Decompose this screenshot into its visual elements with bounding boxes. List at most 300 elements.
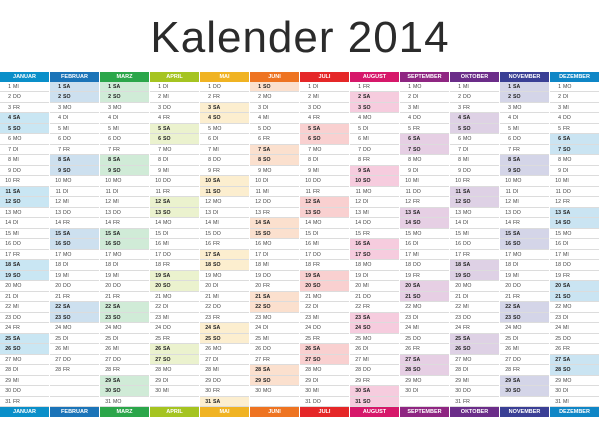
day-cell[interactable] <box>300 187 349 197</box>
day-cell[interactable] <box>350 355 399 365</box>
day-cell[interactable] <box>400 218 449 228</box>
day-cell[interactable] <box>0 166 49 176</box>
day-cell[interactable] <box>450 124 499 134</box>
day-cell[interactable] <box>350 218 399 228</box>
day-cell[interactable] <box>400 344 449 354</box>
day-cell[interactable] <box>300 82 349 92</box>
day-cell[interactable] <box>300 145 349 155</box>
day-cell[interactable] <box>50 365 99 375</box>
day-cell[interactable] <box>450 239 499 249</box>
day-cell[interactable] <box>550 271 599 281</box>
day-cell[interactable] <box>450 103 499 113</box>
day-cell[interactable] <box>150 197 199 207</box>
day-cell[interactable] <box>150 124 199 134</box>
day-cell[interactable] <box>100 260 149 270</box>
day-cell[interactable] <box>400 176 449 186</box>
day-cell[interactable] <box>500 124 549 134</box>
day-cell[interactable] <box>450 355 499 365</box>
day-cell[interactable] <box>250 344 299 354</box>
day-cell[interactable] <box>150 103 199 113</box>
day-cell[interactable] <box>450 92 499 102</box>
day-cell[interactable] <box>0 323 49 333</box>
day-cell[interactable] <box>150 166 199 176</box>
day-cell[interactable] <box>300 166 349 176</box>
day-cell[interactable] <box>0 134 49 144</box>
day-cell[interactable] <box>150 260 199 270</box>
day-cell[interactable] <box>550 155 599 165</box>
day-cell[interactable] <box>200 239 249 249</box>
day-cell[interactable] <box>450 197 499 207</box>
day-cell[interactable] <box>350 229 399 239</box>
day-cell[interactable] <box>350 197 399 207</box>
day-cell[interactable] <box>250 365 299 375</box>
day-cell[interactable] <box>50 313 99 323</box>
day-cell[interactable] <box>100 302 149 312</box>
day-cell[interactable] <box>500 302 549 312</box>
day-cell[interactable] <box>300 218 349 228</box>
day-cell[interactable] <box>150 176 199 186</box>
day-cell[interactable] <box>0 187 49 197</box>
day-cell[interactable] <box>200 250 249 260</box>
day-cell[interactable] <box>350 334 399 344</box>
day-cell[interactable] <box>100 176 149 186</box>
day-cell[interactable] <box>200 134 249 144</box>
day-cell[interactable] <box>150 334 199 344</box>
day-cell[interactable] <box>550 260 599 270</box>
day-cell[interactable] <box>350 166 399 176</box>
day-cell[interactable] <box>200 271 249 281</box>
day-cell[interactable] <box>400 134 449 144</box>
day-cell[interactable] <box>50 334 99 344</box>
day-cell[interactable] <box>550 386 599 396</box>
day-cell[interactable] <box>400 323 449 333</box>
day-cell[interactable] <box>100 208 149 218</box>
day-cell[interactable] <box>400 281 449 291</box>
day-cell[interactable] <box>100 397 149 407</box>
day-cell[interactable] <box>0 386 49 396</box>
day-cell[interactable] <box>0 82 49 92</box>
day-cell[interactable] <box>500 103 549 113</box>
day-cell[interactable] <box>150 218 199 228</box>
day-cell[interactable] <box>50 92 99 102</box>
day-cell[interactable] <box>350 155 399 165</box>
day-cell[interactable] <box>400 250 449 260</box>
day-cell[interactable] <box>450 281 499 291</box>
day-cell[interactable] <box>450 176 499 186</box>
day-cell[interactable] <box>550 229 599 239</box>
day-cell[interactable] <box>0 103 49 113</box>
day-cell[interactable] <box>0 176 49 186</box>
day-cell[interactable] <box>200 113 249 123</box>
day-cell[interactable] <box>50 103 99 113</box>
day-cell[interactable] <box>400 271 449 281</box>
day-cell[interactable] <box>400 197 449 207</box>
day-cell[interactable] <box>550 281 599 291</box>
day-cell[interactable] <box>300 302 349 312</box>
day-cell[interactable] <box>100 281 149 291</box>
day-cell[interactable] <box>0 292 49 302</box>
day-cell[interactable] <box>350 313 399 323</box>
day-cell[interactable] <box>100 376 149 386</box>
day-cell[interactable] <box>250 218 299 228</box>
day-cell[interactable] <box>0 313 49 323</box>
day-cell[interactable] <box>100 218 149 228</box>
day-cell[interactable] <box>350 208 399 218</box>
day-cell[interactable] <box>450 166 499 176</box>
day-cell[interactable] <box>150 281 199 291</box>
day-cell[interactable] <box>500 376 549 386</box>
day-cell[interactable] <box>150 113 199 123</box>
day-cell[interactable] <box>550 250 599 260</box>
day-cell[interactable] <box>550 355 599 365</box>
day-cell[interactable] <box>250 292 299 302</box>
day-cell[interactable] <box>450 208 499 218</box>
day-cell[interactable] <box>550 208 599 218</box>
day-cell[interactable] <box>500 323 549 333</box>
day-cell[interactable] <box>150 155 199 165</box>
day-cell[interactable] <box>550 82 599 92</box>
day-cell[interactable] <box>200 145 249 155</box>
day-cell[interactable] <box>300 313 349 323</box>
day-cell[interactable] <box>50 229 99 239</box>
day-cell[interactable] <box>150 134 199 144</box>
day-cell[interactable] <box>300 155 349 165</box>
day-cell[interactable] <box>350 302 399 312</box>
day-cell[interactable] <box>200 197 249 207</box>
day-cell[interactable] <box>250 250 299 260</box>
day-cell[interactable] <box>450 82 499 92</box>
day-cell[interactable] <box>550 239 599 249</box>
day-cell[interactable] <box>0 260 49 270</box>
day-cell[interactable] <box>200 397 249 407</box>
day-cell[interactable] <box>250 376 299 386</box>
day-cell[interactable] <box>0 208 49 218</box>
day-cell[interactable] <box>50 208 99 218</box>
day-cell[interactable] <box>50 166 99 176</box>
day-cell[interactable] <box>100 271 149 281</box>
day-cell[interactable] <box>0 145 49 155</box>
day-cell[interactable] <box>550 365 599 375</box>
day-cell[interactable] <box>300 113 349 123</box>
day-cell[interactable] <box>500 292 549 302</box>
day-cell[interactable] <box>100 145 149 155</box>
day-cell[interactable] <box>500 145 549 155</box>
day-cell[interactable] <box>300 250 349 260</box>
day-cell[interactable] <box>200 281 249 291</box>
day-cell[interactable] <box>200 323 249 333</box>
day-cell[interactable] <box>500 250 549 260</box>
day-cell[interactable] <box>500 365 549 375</box>
day-cell[interactable] <box>550 397 599 407</box>
day-cell[interactable] <box>500 82 549 92</box>
day-cell[interactable] <box>300 124 349 134</box>
day-cell[interactable] <box>0 229 49 239</box>
day-cell[interactable] <box>500 239 549 249</box>
day-cell[interactable] <box>50 113 99 123</box>
day-cell[interactable] <box>550 113 599 123</box>
day-cell[interactable] <box>400 313 449 323</box>
day-cell[interactable] <box>100 386 149 396</box>
day-cell[interactable] <box>450 397 499 407</box>
day-cell[interactable] <box>200 208 249 218</box>
day-cell[interactable] <box>400 302 449 312</box>
day-cell[interactable] <box>200 365 249 375</box>
day-cell[interactable] <box>550 176 599 186</box>
day-cell[interactable] <box>450 323 499 333</box>
day-cell[interactable] <box>450 187 499 197</box>
day-cell[interactable] <box>100 239 149 249</box>
day-cell[interactable] <box>350 365 399 375</box>
day-cell[interactable] <box>250 271 299 281</box>
day-cell[interactable] <box>100 134 149 144</box>
day-cell[interactable] <box>250 134 299 144</box>
day-cell[interactable] <box>250 82 299 92</box>
day-cell[interactable] <box>50 82 99 92</box>
day-cell[interactable] <box>50 124 99 134</box>
day-cell[interactable] <box>150 313 199 323</box>
day-cell[interactable] <box>500 218 549 228</box>
day-cell[interactable] <box>400 355 449 365</box>
day-cell[interactable] <box>0 281 49 291</box>
day-cell[interactable] <box>500 334 549 344</box>
day-cell[interactable] <box>150 250 199 260</box>
day-cell[interactable] <box>200 229 249 239</box>
day-cell[interactable] <box>200 344 249 354</box>
day-cell[interactable] <box>400 334 449 344</box>
day-cell[interactable] <box>450 113 499 123</box>
day-cell[interactable] <box>200 355 249 365</box>
day-cell[interactable] <box>250 187 299 197</box>
day-cell[interactable] <box>450 365 499 375</box>
day-cell[interactable] <box>400 145 449 155</box>
day-cell[interactable] <box>200 302 249 312</box>
day-cell[interactable] <box>0 239 49 249</box>
day-cell[interactable] <box>350 292 399 302</box>
day-cell[interactable] <box>550 302 599 312</box>
day-cell[interactable] <box>100 187 149 197</box>
day-cell[interactable] <box>450 134 499 144</box>
day-cell[interactable] <box>100 124 149 134</box>
day-cell[interactable] <box>150 344 199 354</box>
day-cell[interactable] <box>0 376 49 386</box>
day-cell[interactable] <box>250 155 299 165</box>
day-cell[interactable] <box>550 124 599 134</box>
day-cell[interactable] <box>150 239 199 249</box>
day-cell[interactable] <box>50 197 99 207</box>
day-cell[interactable] <box>200 103 249 113</box>
day-cell[interactable] <box>400 187 449 197</box>
day-cell[interactable] <box>300 292 349 302</box>
day-cell[interactable] <box>350 103 399 113</box>
day-cell[interactable] <box>500 187 549 197</box>
day-cell[interactable] <box>400 239 449 249</box>
day-cell[interactable] <box>400 82 449 92</box>
day-cell[interactable] <box>150 145 199 155</box>
day-cell[interactable] <box>550 145 599 155</box>
day-cell[interactable] <box>150 229 199 239</box>
day-cell[interactable] <box>300 397 349 407</box>
day-cell[interactable] <box>350 176 399 186</box>
day-cell[interactable] <box>200 218 249 228</box>
day-cell[interactable] <box>250 145 299 155</box>
day-cell[interactable] <box>150 271 199 281</box>
day-cell[interactable] <box>250 103 299 113</box>
day-cell[interactable] <box>250 302 299 312</box>
day-cell[interactable] <box>0 397 49 407</box>
day-cell[interactable] <box>500 355 549 365</box>
day-cell[interactable] <box>400 124 449 134</box>
day-cell[interactable] <box>550 334 599 344</box>
day-cell[interactable] <box>150 82 199 92</box>
day-cell[interactable] <box>0 250 49 260</box>
day-cell[interactable] <box>0 92 49 102</box>
day-cell[interactable] <box>450 302 499 312</box>
day-cell[interactable] <box>300 92 349 102</box>
day-cell[interactable] <box>300 281 349 291</box>
day-cell[interactable] <box>350 82 399 92</box>
day-cell[interactable] <box>150 187 199 197</box>
day-cell[interactable] <box>300 271 349 281</box>
day-cell[interactable] <box>100 365 149 375</box>
day-cell[interactable] <box>300 260 349 270</box>
day-cell[interactable] <box>350 344 399 354</box>
day-cell[interactable] <box>450 386 499 396</box>
day-cell[interactable] <box>250 334 299 344</box>
day-cell[interactable] <box>250 124 299 134</box>
day-cell[interactable] <box>550 313 599 323</box>
day-cell[interactable] <box>350 134 399 144</box>
day-cell[interactable] <box>200 92 249 102</box>
day-cell[interactable] <box>400 365 449 375</box>
day-cell[interactable] <box>550 166 599 176</box>
day-cell[interactable] <box>50 250 99 260</box>
day-cell[interactable] <box>200 82 249 92</box>
day-cell[interactable] <box>200 376 249 386</box>
day-cell[interactable] <box>200 386 249 396</box>
day-cell[interactable] <box>100 355 149 365</box>
day-cell[interactable] <box>100 229 149 239</box>
day-cell[interactable] <box>200 260 249 270</box>
day-cell[interactable] <box>0 271 49 281</box>
day-cell[interactable] <box>350 323 399 333</box>
day-cell[interactable] <box>300 355 349 365</box>
day-cell[interactable] <box>400 260 449 270</box>
day-cell[interactable] <box>150 355 199 365</box>
day-cell[interactable] <box>500 166 549 176</box>
day-cell[interactable] <box>350 239 399 249</box>
day-cell[interactable] <box>550 292 599 302</box>
day-cell[interactable] <box>500 155 549 165</box>
day-cell[interactable] <box>150 376 199 386</box>
day-cell[interactable] <box>450 218 499 228</box>
day-cell[interactable] <box>100 103 149 113</box>
day-cell[interactable] <box>350 281 399 291</box>
day-cell[interactable] <box>250 355 299 365</box>
day-cell[interactable] <box>150 365 199 375</box>
day-cell[interactable] <box>350 386 399 396</box>
day-cell[interactable] <box>50 355 99 365</box>
day-cell[interactable] <box>300 134 349 144</box>
day-cell[interactable] <box>400 208 449 218</box>
day-cell[interactable] <box>100 334 149 344</box>
day-cell[interactable] <box>50 302 99 312</box>
day-cell[interactable] <box>150 92 199 102</box>
day-cell[interactable] <box>100 113 149 123</box>
day-cell[interactable] <box>50 218 99 228</box>
day-cell[interactable] <box>250 323 299 333</box>
day-cell[interactable] <box>500 281 549 291</box>
day-cell[interactable] <box>350 271 399 281</box>
day-cell[interactable] <box>250 92 299 102</box>
day-cell[interactable] <box>200 187 249 197</box>
day-cell[interactable] <box>50 187 99 197</box>
day-cell[interactable] <box>300 386 349 396</box>
day-cell[interactable] <box>500 92 549 102</box>
day-cell[interactable] <box>500 313 549 323</box>
day-cell[interactable] <box>250 313 299 323</box>
day-cell[interactable] <box>250 239 299 249</box>
day-cell[interactable] <box>450 292 499 302</box>
day-cell[interactable] <box>550 323 599 333</box>
day-cell[interactable] <box>450 145 499 155</box>
day-cell[interactable] <box>400 92 449 102</box>
day-cell[interactable] <box>100 197 149 207</box>
day-cell[interactable] <box>100 155 149 165</box>
day-cell[interactable] <box>0 218 49 228</box>
day-cell[interactable] <box>100 323 149 333</box>
day-cell[interactable] <box>100 292 149 302</box>
day-cell[interactable] <box>400 292 449 302</box>
day-cell[interactable] <box>500 197 549 207</box>
day-cell[interactable] <box>100 82 149 92</box>
day-cell[interactable] <box>550 218 599 228</box>
day-cell[interactable] <box>300 103 349 113</box>
day-cell[interactable] <box>50 134 99 144</box>
day-cell[interactable] <box>0 197 49 207</box>
day-cell[interactable] <box>100 344 149 354</box>
day-cell[interactable] <box>50 145 99 155</box>
day-cell[interactable] <box>150 323 199 333</box>
day-cell[interactable] <box>300 197 349 207</box>
day-cell[interactable] <box>150 386 199 396</box>
day-cell[interactable] <box>350 250 399 260</box>
day-cell[interactable] <box>450 313 499 323</box>
day-cell[interactable] <box>150 208 199 218</box>
day-cell[interactable] <box>450 250 499 260</box>
day-cell[interactable] <box>550 134 599 144</box>
day-cell[interactable] <box>50 176 99 186</box>
day-cell[interactable] <box>250 197 299 207</box>
day-cell[interactable] <box>350 376 399 386</box>
day-cell[interactable] <box>450 344 499 354</box>
day-cell[interactable] <box>550 103 599 113</box>
day-cell[interactable] <box>250 176 299 186</box>
day-cell[interactable] <box>450 260 499 270</box>
day-cell[interactable] <box>100 250 149 260</box>
day-cell[interactable] <box>250 281 299 291</box>
day-cell[interactable] <box>0 355 49 365</box>
day-cell[interactable] <box>400 113 449 123</box>
day-cell[interactable] <box>250 386 299 396</box>
day-cell[interactable] <box>300 344 349 354</box>
day-cell[interactable] <box>450 271 499 281</box>
day-cell[interactable] <box>50 281 99 291</box>
day-cell[interactable] <box>100 166 149 176</box>
day-cell[interactable] <box>300 365 349 375</box>
day-cell[interactable] <box>0 302 49 312</box>
day-cell[interactable] <box>50 155 99 165</box>
day-cell[interactable] <box>250 260 299 270</box>
